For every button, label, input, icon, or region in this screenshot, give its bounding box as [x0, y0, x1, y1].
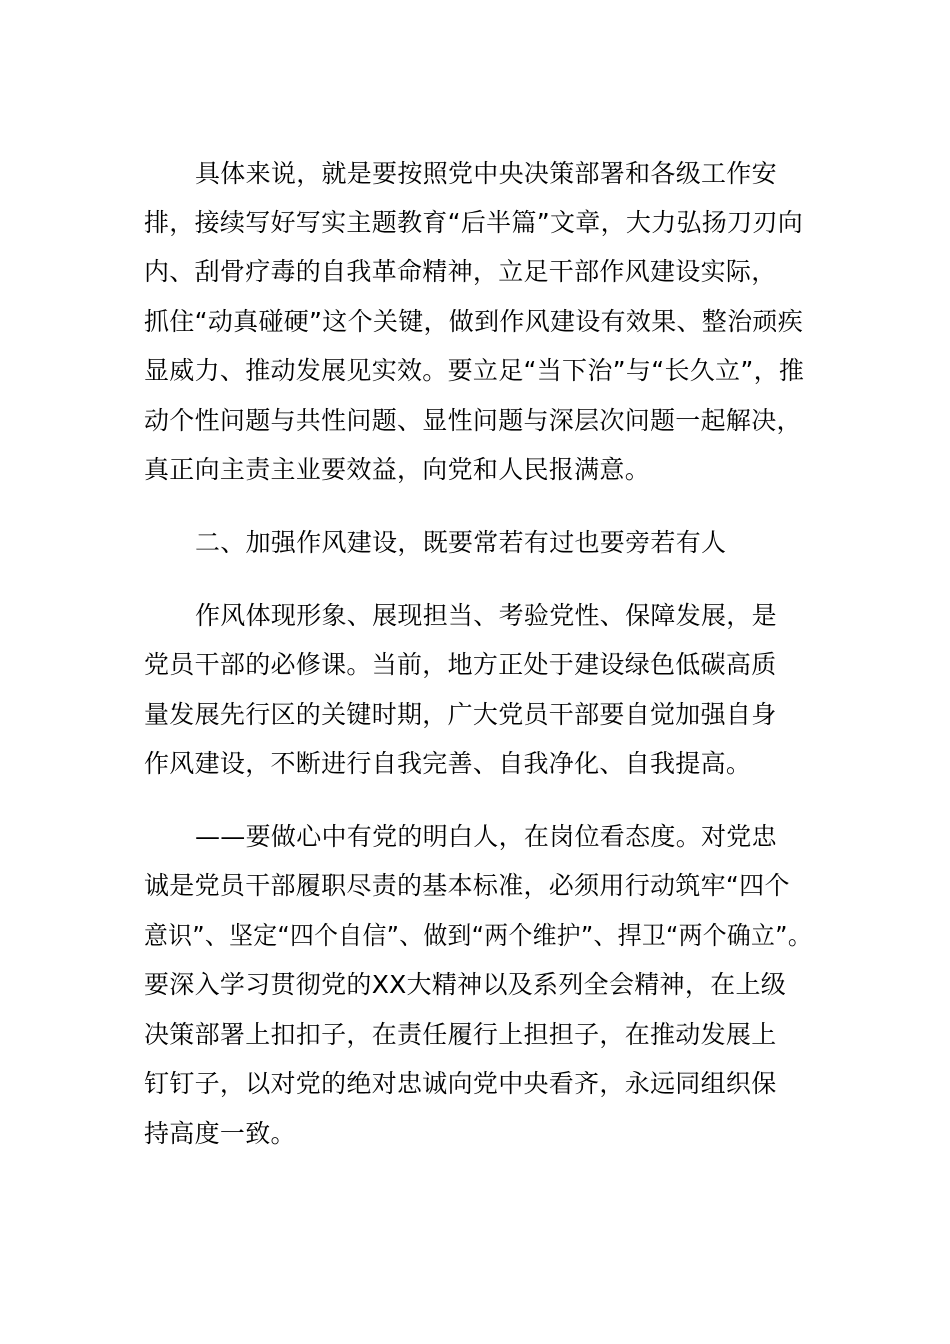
paragraph-1-line-7: 真正向主责主业要效益，向党和人民报满意。 [144, 455, 651, 484]
paragraph-2-line-3: 量发展先行区的关键时期，广大党员干部要自觉加强自身 [144, 700, 777, 729]
paragraph-3-line-3: 意识”、坚定“四个自信”、做到“两个维护”、捍卫“两个确立”。 [144, 921, 812, 950]
paragraph-2-line-1: 作风体现形象、展现担当、考验党性、保障发展，是 [195, 601, 777, 630]
paragraph-1-line-4: 抓住“动真碰硬”这个关键，做到作风建设有效果、整治顽疾 [144, 307, 804, 336]
paragraph-1-line-2: 排，接续写好写实主题教育“后半篇”文章，大力弘扬刀刃向 [144, 208, 804, 237]
section-heading-2: 二、加强作风建设，既要常若有过也要旁若有人 [195, 528, 727, 557]
paragraph-2-line-2: 党员干部的必修课。当前，地方正处于建设绿色低碳高质 [144, 650, 777, 679]
paragraph-3-line-1: ——要做心中有党的明白人，在岗位看态度。对党忠 [195, 822, 777, 851]
paragraph-3-line-2: 诚是党员干部履职尽责的基本标准，必须用行动筑牢“四个 [144, 871, 790, 900]
paragraph-3-line-7: 持高度一致。 [144, 1119, 296, 1148]
paragraph-1-line-3: 内、刮骨疗毒的自我革命精神，立足干部作风建设实际， [144, 257, 777, 286]
paragraph-3-line-5: 决策部署上扣扣子，在责任履行上担担子，在推动发展上 [144, 1020, 777, 1049]
paragraph-2-line-4: 作风建设，不断进行自我完善、自我净化、自我提高。 [144, 749, 752, 778]
paragraph-3-line-4: 要深入学习贯彻党的XX大精神以及系列全会精神，在上级 [144, 970, 787, 999]
paragraph-1-line-1: 具体来说，就是要按照党中央决策部署和各级工作安 [195, 159, 777, 188]
paragraph-1-line-6: 动个性问题与共性问题、显性问题与深层次问题一起解决， [144, 406, 802, 435]
paragraph-1-line-5: 显威力、推动发展见实效。要立足“当下治”与“长久立”，推 [144, 356, 805, 385]
paragraph-3-line-6: 钉钉子，以对党的绝对忠诚向党中央看齐，永远同组织保 [144, 1069, 777, 1098]
